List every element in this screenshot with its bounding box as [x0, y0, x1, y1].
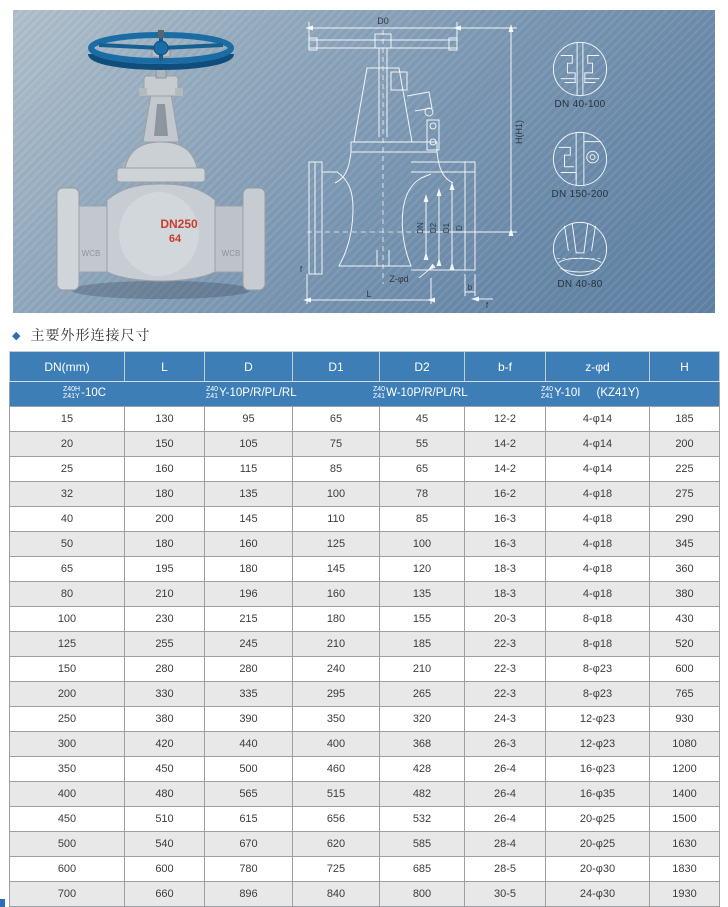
table-cell: 660: [125, 882, 205, 907]
photo-pn-marking: 64: [168, 233, 182, 245]
table-cell: 65: [293, 407, 380, 432]
table-cell: 335: [205, 682, 293, 707]
table-cell: 440: [205, 732, 293, 757]
dim-label-dn: DN: [416, 222, 425, 234]
detail-drawing-wedge: [551, 220, 609, 278]
table-cell: 12-φ23: [546, 707, 650, 732]
table-cell: 275: [650, 482, 720, 507]
table-cell: 350: [293, 707, 380, 732]
table-cell: 500: [205, 757, 293, 782]
col-header-l: L: [125, 352, 205, 382]
table-cell: 22-3: [465, 657, 546, 682]
photo-dn-marking: DN250: [160, 217, 198, 231]
table-cell: 18-3: [465, 557, 546, 582]
table-cell: 4-φ18: [546, 507, 650, 532]
table-row: [10, 532, 720, 557]
table-row: [10, 682, 720, 707]
table-cell: 26-4: [465, 782, 546, 807]
table-cell: 200: [125, 507, 205, 532]
photo-material-left: WCB: [81, 249, 101, 258]
hero-image: [13, 10, 715, 313]
table-cell: 1400: [650, 782, 720, 807]
table-cell: 4-φ14: [546, 457, 650, 482]
col-header-d: D: [205, 352, 293, 382]
table-row: [10, 757, 720, 782]
table-cell: 510: [125, 807, 205, 832]
valve-photo: [41, 18, 281, 310]
table-cell: 600: [10, 857, 125, 882]
table-cell: 8-φ18: [546, 632, 650, 657]
table-cell: 25: [10, 457, 125, 482]
dim-label-l: L: [366, 289, 372, 299]
col-header-bf: b-f: [465, 352, 546, 382]
table-cell: 32: [10, 482, 125, 507]
table-cell: 245: [205, 632, 293, 657]
table-cell: 24-φ30: [546, 882, 650, 907]
table-cell: 725: [293, 857, 380, 882]
table-cell: 110: [293, 507, 380, 532]
table-cell: 50: [10, 532, 125, 557]
table-cell: 280: [205, 657, 293, 682]
table-cell: 26-3: [465, 732, 546, 757]
table-cell: 295: [293, 682, 380, 707]
table-cell: 225: [650, 457, 720, 482]
table-cell: 22-3: [465, 632, 546, 657]
detail-view-3: [521, 220, 639, 310]
table-cell: 350: [10, 757, 125, 782]
table-cell: 1080: [650, 732, 720, 757]
table-cell: 30-5: [465, 882, 546, 907]
table-cell: 400: [10, 782, 125, 807]
table-cell: 16-2: [465, 482, 546, 507]
table-cell: 16-φ35: [546, 782, 650, 807]
dim-label-f-right: f: [485, 301, 489, 310]
table-row: [10, 707, 720, 732]
dim-label-f-left: f: [299, 265, 303, 274]
detail-view-1: [521, 40, 639, 130]
table-cell: 500: [10, 832, 125, 857]
table-cell: 360: [650, 557, 720, 582]
table-cell: 480: [125, 782, 205, 807]
table-cell: 215: [205, 607, 293, 632]
table-cell: 85: [293, 457, 380, 482]
table-cell: 20-φ30: [546, 857, 650, 882]
table-cell: 450: [10, 807, 125, 832]
table-row: [10, 632, 720, 657]
table-cell: 250: [10, 707, 125, 732]
table-cell: 28-5: [465, 857, 546, 882]
table-cell: 210: [125, 582, 205, 607]
table-cell: 700: [10, 882, 125, 907]
table-row: [10, 782, 720, 807]
table-cell: 115: [205, 457, 293, 482]
table-cell: 230: [125, 607, 205, 632]
table-header-row: [10, 352, 720, 382]
table-cell: 670: [205, 832, 293, 857]
table-cell: 4-φ18: [546, 557, 650, 582]
table-row: [10, 432, 720, 457]
table-cell: 150: [10, 657, 125, 682]
table-cell: 765: [650, 682, 720, 707]
table-row: [10, 507, 720, 532]
table-cell: 160: [125, 457, 205, 482]
table-cell: 585: [380, 832, 465, 857]
table-cell: 390: [205, 707, 293, 732]
model-designation-4: Z40 Z41 Y-10I (KZ41Y): [541, 385, 640, 400]
table-cell: 520: [650, 632, 720, 657]
photo-material-right: WCB: [221, 249, 241, 258]
table-cell: 345: [650, 532, 720, 557]
table-cell: 180: [125, 482, 205, 507]
table-cell: 20-3: [465, 607, 546, 632]
table-cell: 4-φ14: [546, 407, 650, 432]
table-cell: 1630: [650, 832, 720, 857]
table-cell: 135: [205, 482, 293, 507]
table-cell: 780: [205, 857, 293, 882]
table-cell: 685: [380, 857, 465, 882]
table-cell: 255: [125, 632, 205, 657]
table-cell: 180: [205, 557, 293, 582]
table-cell: 1930: [650, 882, 720, 907]
table-cell: 40: [10, 507, 125, 532]
diamond-bullet-icon: ◆: [12, 329, 22, 342]
col-header-d1: D1: [293, 352, 380, 382]
table-row: [10, 557, 720, 582]
model-designation-1: Z40H Z41Y -10C: [63, 385, 107, 400]
dimensions-table: [9, 351, 720, 907]
table-cell: 12-φ23: [546, 732, 650, 757]
table-row: [10, 407, 720, 432]
table-cell: 65: [380, 457, 465, 482]
table-cell: 450: [125, 757, 205, 782]
table-cell: 80: [10, 582, 125, 607]
table-cell: 380: [650, 582, 720, 607]
table-cell: 896: [205, 882, 293, 907]
table-cell: 320: [380, 707, 465, 732]
table-cell: 380: [125, 707, 205, 732]
detail-drawing-stem-2: [551, 130, 609, 188]
table-cell: 4-φ14: [546, 432, 650, 457]
table-cell: 45: [380, 407, 465, 432]
table-row: [10, 882, 720, 907]
dim-label-zphid: Z-φd: [389, 274, 409, 284]
table-row: [10, 732, 720, 757]
dim-label-d1: D1: [442, 222, 451, 234]
table-cell: 482: [380, 782, 465, 807]
table-cell: 460: [293, 757, 380, 782]
col-header-dn: DN(mm): [10, 352, 125, 382]
table-cell: 14-2: [465, 457, 546, 482]
detail-label-2: DN 150-200: [551, 189, 609, 200]
table-cell: 75: [293, 432, 380, 457]
table-cell: 12-2: [465, 407, 546, 432]
table-cell: 8-φ18: [546, 607, 650, 632]
table-cell: 532: [380, 807, 465, 832]
table-cell: 180: [293, 607, 380, 632]
table-cell: 420: [125, 732, 205, 757]
detail-label-1: DN 40-100: [554, 99, 606, 110]
table-cell: 540: [125, 832, 205, 857]
table-cell: 16-3: [465, 532, 546, 557]
table-cell: 565: [205, 782, 293, 807]
table-cell: 160: [293, 582, 380, 607]
dim-label-b: b: [467, 283, 473, 292]
page-corner-mark: [0, 899, 5, 907]
table-cell: 150: [125, 432, 205, 457]
table-cell: 210: [293, 632, 380, 657]
detail-label-3: DN 40-80: [557, 279, 603, 290]
model-designation-2: Z40 Z41 Y-10P/R/PL/RL: [206, 385, 297, 400]
table-row: [10, 457, 720, 482]
table-cell: 300: [10, 732, 125, 757]
table-cell: 195: [125, 557, 205, 582]
dim-label-d0: D0: [377, 16, 389, 26]
table-cell: 14-2: [465, 432, 546, 457]
table-cell: 1830: [650, 857, 720, 882]
table-cell: 15: [10, 407, 125, 432]
model-designation-3: Z40 Z41 W-10P/R/PL/RL: [373, 385, 468, 400]
table-cell: 330: [125, 682, 205, 707]
model-designation-row: [10, 382, 720, 407]
table-row: [10, 857, 720, 882]
table-cell: 135: [380, 582, 465, 607]
table-cell: 428: [380, 757, 465, 782]
table-cell: 185: [650, 407, 720, 432]
dim-label-d2: D2: [429, 222, 438, 234]
table-cell: 840: [293, 882, 380, 907]
table-cell: 20: [10, 432, 125, 457]
table-cell: 4-φ18: [546, 532, 650, 557]
valve-dimension-drawing: [279, 12, 534, 310]
col-header-zphid: z-φd: [546, 352, 650, 382]
table-cell: 615: [205, 807, 293, 832]
detail-drawing-stem-1: [551, 40, 609, 98]
detail-view-2: [521, 130, 639, 220]
table-row: [10, 832, 720, 857]
table-cell: 430: [650, 607, 720, 632]
col-header-h: H: [650, 352, 720, 382]
table-cell: 515: [293, 782, 380, 807]
table-cell: 160: [205, 532, 293, 557]
table-cell: 26-4: [465, 807, 546, 832]
table-cell: 24-3: [465, 707, 546, 732]
table-cell: 1200: [650, 757, 720, 782]
table-cell: 100: [380, 532, 465, 557]
table-body: [10, 407, 720, 907]
table-cell: 65: [10, 557, 125, 582]
table-cell: 620: [293, 832, 380, 857]
section-title: [12, 325, 150, 345]
table-cell: 8-φ23: [546, 682, 650, 707]
table-cell: 145: [205, 507, 293, 532]
table-cell: 22-3: [465, 682, 546, 707]
table-cell: 4-φ18: [546, 482, 650, 507]
table-cell: 290: [650, 507, 720, 532]
table-cell: 26-4: [465, 757, 546, 782]
table-cell: 95: [205, 407, 293, 432]
detail-views: [521, 10, 639, 310]
table-cell: 1500: [650, 807, 720, 832]
table-cell: 800: [380, 882, 465, 907]
table-cell: 20-φ25: [546, 832, 650, 857]
table-cell: 240: [293, 657, 380, 682]
table-cell: 125: [10, 632, 125, 657]
table-cell: 78: [380, 482, 465, 507]
table-cell: 600: [125, 857, 205, 882]
table-cell: 105: [205, 432, 293, 457]
dim-label-h: H(H1): [514, 120, 524, 144]
table-cell: 16-3: [465, 507, 546, 532]
table-cell: 185: [380, 632, 465, 657]
table-cell: 600: [650, 657, 720, 682]
table-row: [10, 657, 720, 682]
table-row: [10, 482, 720, 507]
table-cell: 85: [380, 507, 465, 532]
table-cell: 368: [380, 732, 465, 757]
table-cell: 196: [205, 582, 293, 607]
table-cell: 4-φ18: [546, 582, 650, 607]
table-cell: 210: [380, 657, 465, 682]
table-row: [10, 807, 720, 832]
table-cell: 100: [293, 482, 380, 507]
table-cell: 200: [650, 432, 720, 457]
table-cell: 55: [380, 432, 465, 457]
table-cell: 180: [125, 532, 205, 557]
table-cell: 656: [293, 807, 380, 832]
table-cell: 155: [380, 607, 465, 632]
table-cell: 100: [10, 607, 125, 632]
dim-label-d: D: [455, 225, 464, 231]
table-cell: 125: [293, 532, 380, 557]
table-cell: 130: [125, 407, 205, 432]
col-header-d2: D2: [380, 352, 465, 382]
table-cell: 400: [293, 732, 380, 757]
table-cell: 18-3: [465, 582, 546, 607]
table-cell: 16-φ23: [546, 757, 650, 782]
table-cell: 28-4: [465, 832, 546, 857]
table-row: [10, 582, 720, 607]
table-row: [10, 607, 720, 632]
table-cell: 280: [125, 657, 205, 682]
table-cell: 20-φ25: [546, 807, 650, 832]
table-cell: 8-φ23: [546, 657, 650, 682]
table-cell: 200: [10, 682, 125, 707]
table-cell: 145: [293, 557, 380, 582]
table-cell: 120: [380, 557, 465, 582]
section-title-text: 主要外形连接尺寸: [30, 327, 151, 343]
table-cell: 930: [650, 707, 720, 732]
table-cell: 265: [380, 682, 465, 707]
